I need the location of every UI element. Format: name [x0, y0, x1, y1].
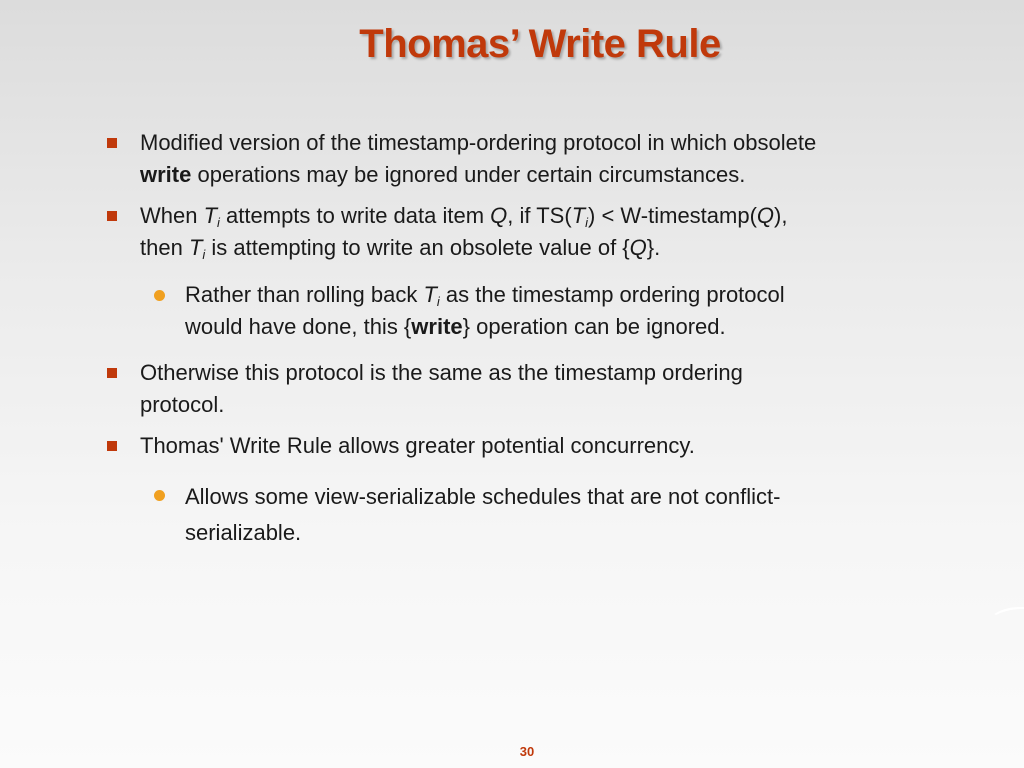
bullet-text-line	[140, 232, 788, 264]
bullet-item	[140, 357, 743, 421]
text-run: } operation can be ignored.	[462, 314, 726, 339]
square-bullet-icon	[107, 211, 117, 221]
text-run: serializable.	[185, 520, 302, 545]
bullet-item	[140, 200, 788, 264]
text-run: write	[140, 162, 192, 187]
bullet-text-line	[140, 430, 695, 462]
bullet-text-line	[140, 159, 816, 191]
text-run: ),	[774, 203, 788, 228]
text-run: When	[140, 203, 204, 228]
bullet-text-line	[185, 479, 780, 515]
text-run: operations may be ignored under certain circumstances.	[191, 162, 746, 187]
text-run: Modified version of the timestamp-ordering protocol in which obsolete	[140, 130, 817, 155]
square-bullet-icon	[107, 368, 117, 378]
text-run: Allows some view-serializable schedules that are not conflict-	[185, 484, 781, 509]
text-run: i	[585, 215, 589, 230]
text-run: would have done, this {	[185, 314, 412, 339]
text-run: attempts to write data item	[219, 203, 491, 228]
bullet-text-line	[140, 200, 788, 232]
bullet-text-line	[140, 127, 816, 159]
text-run: write	[411, 314, 463, 339]
text-run: then	[140, 235, 189, 260]
text-run: T	[423, 282, 437, 307]
text-run: T	[203, 203, 218, 228]
text-run: , if TS(	[507, 203, 572, 228]
text-run: i	[202, 247, 206, 262]
bullet-item	[140, 430, 695, 462]
round-bullet-icon	[154, 490, 165, 501]
bullet-text-line	[140, 389, 743, 421]
round-bullet-icon	[154, 290, 165, 301]
text-run: Rather than rolling back	[185, 282, 424, 307]
text-run: Q	[756, 203, 775, 228]
text-run: }.	[646, 235, 661, 260]
text-run: Thomas' Write Rule allows greater potential concurrency.	[140, 433, 695, 458]
bullet-text-line	[185, 279, 785, 311]
slide-title: Thomas’ Write Rule	[359, 22, 721, 66]
page-number: 30	[519, 744, 535, 759]
sub-bullet-item	[185, 279, 785, 343]
text-run: as the timestamp ordering protocol	[439, 282, 785, 307]
bullet-text-line	[185, 515, 780, 551]
text-run: Otherwise this protocol is the same as the timestamp ordering	[140, 360, 743, 385]
bullet-text-line	[140, 357, 743, 389]
text-run: i	[436, 294, 440, 309]
square-bullet-icon	[107, 138, 117, 148]
text-run: protocol.	[140, 392, 225, 417]
square-bullet-icon	[107, 441, 117, 451]
text-run: i	[217, 215, 220, 230]
sub-bullet-item	[185, 479, 780, 551]
text-run: ) < W-timestamp(	[588, 203, 757, 228]
text-run: is attempting to write an obsolete value of {	[205, 235, 630, 260]
text-run: Q	[629, 235, 647, 260]
text-run: T	[571, 203, 586, 228]
swoosh-decoration-icon	[994, 604, 1024, 616]
bullet-text-line	[185, 311, 785, 343]
bullet-item	[140, 127, 816, 191]
text-run: Q	[490, 203, 508, 228]
text-run: T	[188, 235, 203, 260]
